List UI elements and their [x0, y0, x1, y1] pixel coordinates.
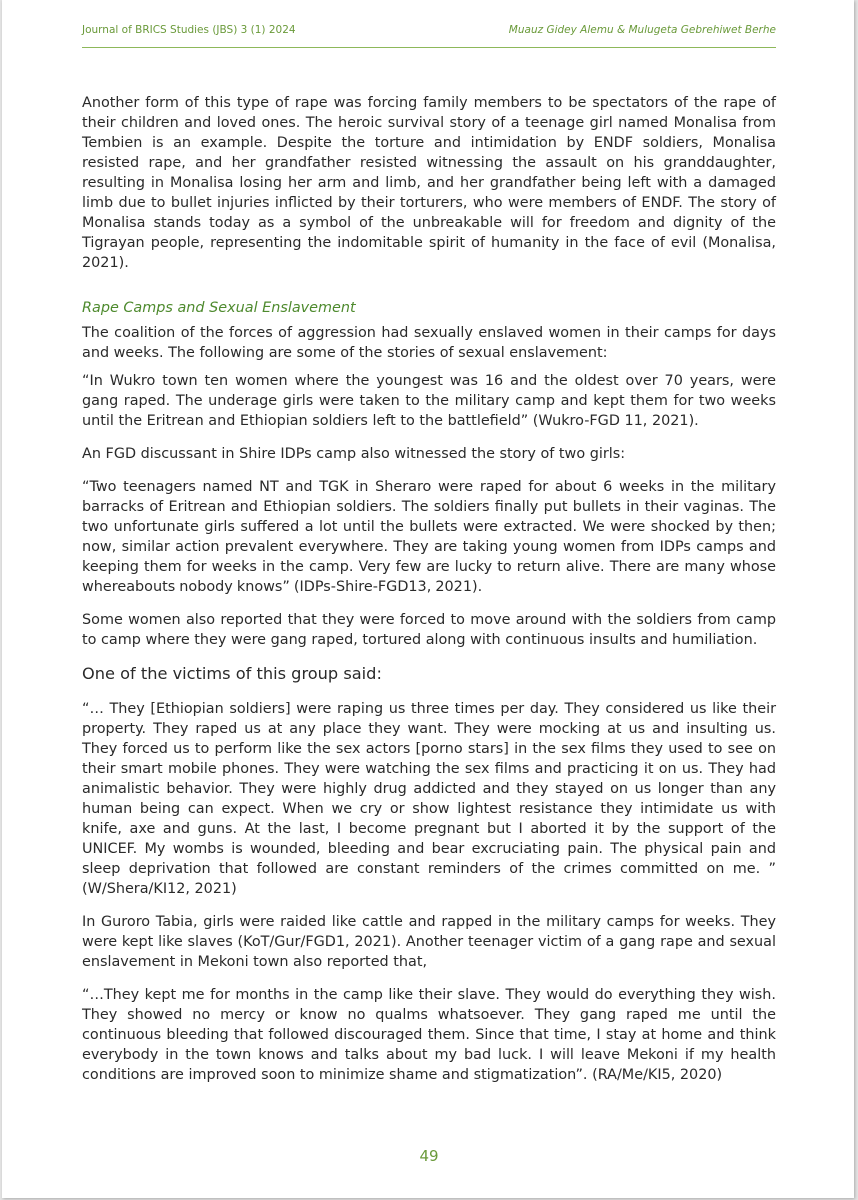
paragraph-shire-intro: An FGD discussant in Shire IDPs camp also witnessed the story of two girls:: [82, 446, 626, 462]
quote-sheraro: “Two teenagers named NT and TGK in Sheraro were raped for about 6 weeks in the military barracks of Eritrean and Ethiopian soldiers. The soldiers finally put bullets in their vaginas. The two unfortunate girls suffered a lot until the bullets were extracted. We were shocked by then; now, similar action prevalent everywhere. They are taking young women from IDPs camps and keeping them for weeks in the camp. Very few are lucky to return alive. There are many whose whereabouts nobody knows” (IDPs-Shire-FGD13, 2021).: [82, 479, 776, 595]
paragraph-camp-to-camp: Some women also reported that they were forced to move around with the soldiers from camp to camp where they were gang raped, tortured along with continuous insults and humiliation.: [82, 612, 776, 648]
journal-title: Journal of BRICS Studies (JBS) 3 (1) 2024: [82, 24, 296, 36]
paragraph-enslavement-intro: The coalition of the forces of aggression had sexually enslaved women in their camps for days and weeks. The following are some of the stories of sexual enslavement:: [82, 325, 776, 361]
paragraph-monalisa: Another form of this type of rape was forcing family members to be spectators of the rape of their children and loved ones. The heroic survival story of a teenage girl named Monalisa from Tembien is an example. Despite the torture and intimidation by ENDF soldiers, Monalisa resisted rape, and her grandfather resisted witnessing the assault on his granddaughter, resulting in Monalisa losing her arm and limb, and her grandfather being left with a damaged limb due to bullet injuries inflicted by their torturers, who were members of ENDF. The story of Monalisa stands today as a symbol of the unbreakable will for freedom and dignity of the Tigrayan people, representing the indomitable spirit of humanity in the face of evil (Monalisa, 2021).: [82, 95, 776, 271]
paragraph-guroro: In Guroro Tabia, girls were raided like cattle and rapped in the military camps for weeks. They were kept like slaves (KoT/Gur/FGD1, 2021). Another teenager victim of a gang rape and sexual enslavement in Mekoni town also reported that,: [82, 914, 776, 970]
quote-wukro: “In Wukro town ten women where the youngest was 16 and the oldest over 70 years, were gang raped. The underage girls were taken to the military camp and kept them for two weeks until the Eritrean and Ethiopian soldiers left to the battlefield” (Wukro-FGD 11, 2021).: [82, 373, 776, 429]
quote-mekoni: “…They kept me for months in the camp like their slave. They would do everything they wish. They showed no mercy or know no qualms whatsoever. They gang raped me until the continuous bleeding that followed discouraged them. Since that time, I stay at home and think everybody in the town knows and talks about my bad luck. I will leave Mekoni if my health conditions are improved soon to minimize shame and stigmatization”. (RA/Me/KI5, 2020): [82, 987, 776, 1083]
header-rule: [82, 47, 776, 48]
page-number: 49: [419, 1147, 439, 1165]
paragraph-victim-intro: One of the victims of this group said:: [82, 664, 382, 683]
author-names: Muauz Gidey Alemu & Mulugeta Gebrehiwet Berhe: [508, 24, 776, 36]
article-body: [82, 93, 776, 1098]
section-heading: Rape Camps and Sexual Enslavement: [82, 300, 356, 316]
quote-victim: “… They [Ethiopian soldiers] were raping us three times per day. They considered us like their property. They raped us at any place they want. They were mocking at us and insulting us. They forced us to perform like the sex actors [porno stars] in the sex films they used to see on their smart mobile phones. They were watching the sex films and practicing it on us. They had animalistic behavior. They were highly drug addicted and they stayed on us longer than any human being can expect. When we cry or show lightest resistance they intimidate us with knife, axe and guns. At the last, I become pregnant but I aborted it by the support of the UNICEF. My wombs is wounded, bleeding and bear excruciating pain. The physical pain and sleep deprivation that followed are constant reminders of the crimes committed on me. ” (W/Shera/KI12, 2021): [82, 701, 776, 897]
